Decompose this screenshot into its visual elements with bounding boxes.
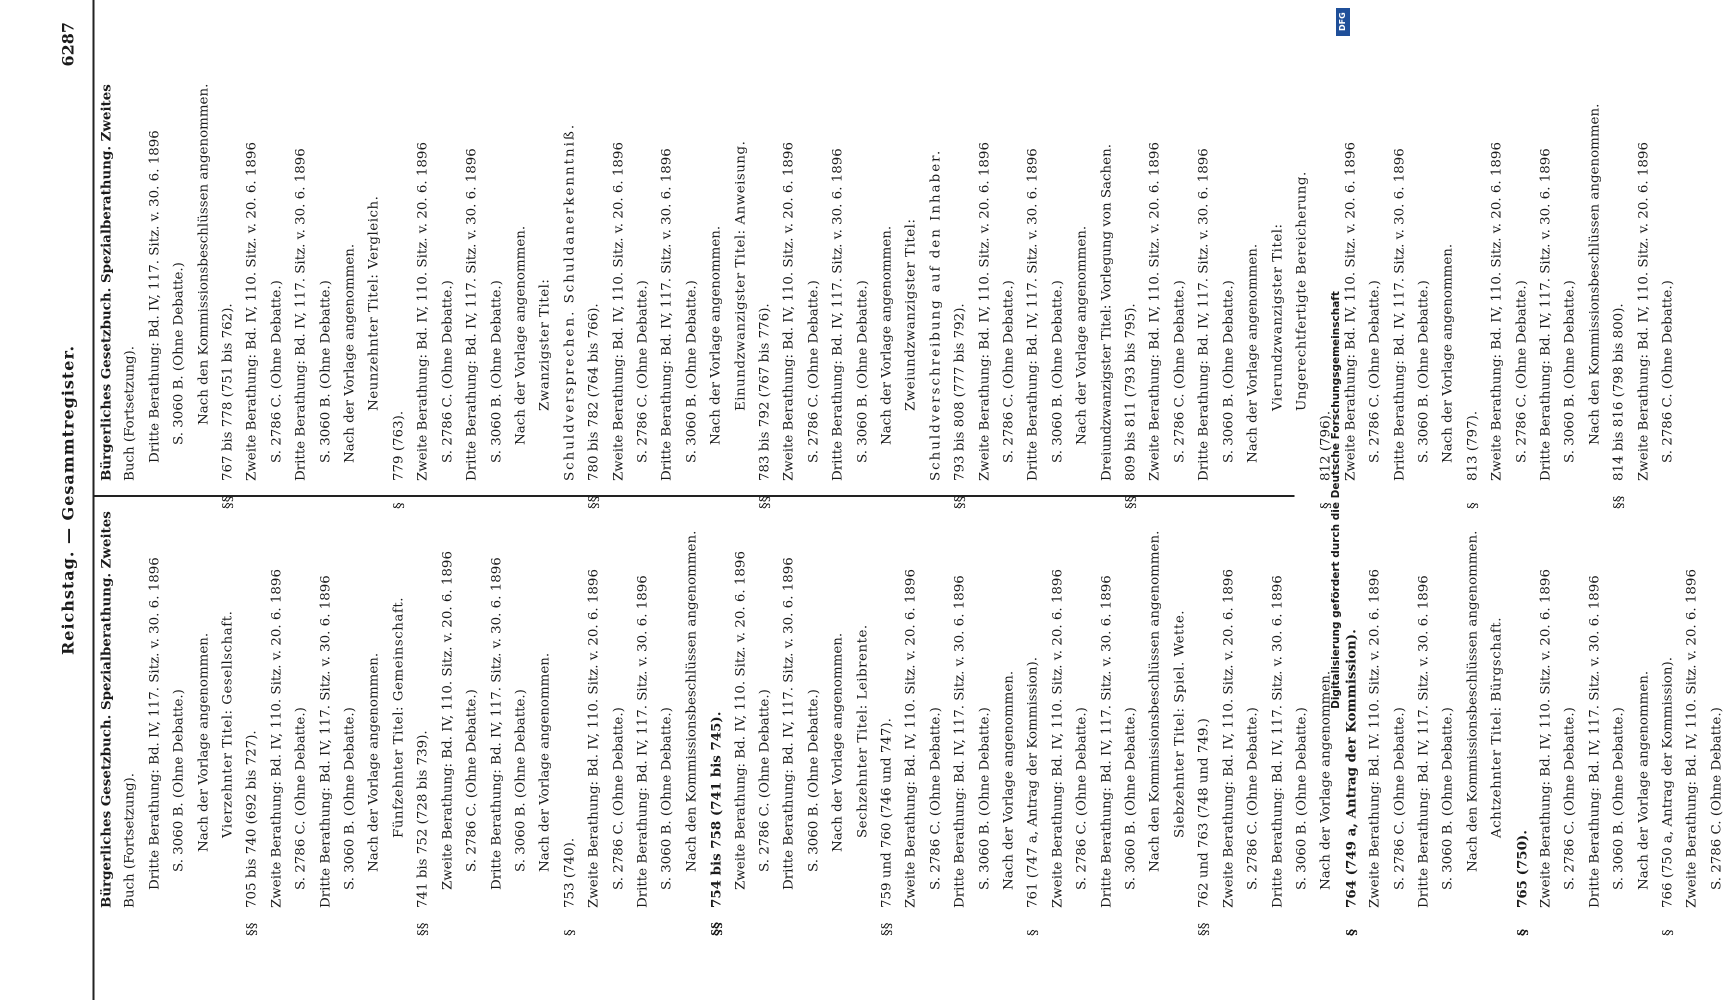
- section-sign: §§: [586, 495, 602, 509]
- section-sign: §: [1025, 929, 1041, 936]
- index-line: [192, 0, 216, 481]
- index-line-text: S. 2786 C. (Ohne Debatte.): [1660, 280, 1675, 463]
- index-line-text: Zweite Berathung: Bd. IV, 110. Sitz. v. 20. 6. 1896: [1342, 142, 1358, 481]
- index-line-text: 759 und 760 (746 und 747).: [879, 718, 894, 908]
- index-line: [607, 0, 631, 481]
- index-line-text: Zweite Berathung: Bd. IV, 110. Sitz. v. 20. 6. 1896: [1684, 569, 1700, 908]
- index-line: [485, 497, 509, 908]
- index-line-text: S. 2786 C. (Ohne Debatte.): [1001, 280, 1017, 463]
- index-line: [1070, 497, 1094, 908]
- index-line: [362, 497, 386, 908]
- index-line: [582, 497, 606, 908]
- index-line-text: Zwanzigster Titel:: [537, 278, 553, 411]
- index-line-text: S. 2786 C. (Ohne Debatte.): [634, 280, 650, 463]
- index-line: [753, 497, 777, 908]
- page-number: 6287: [58, 22, 77, 67]
- index-line-text: Schuldverschreibung auf den Inhaber.: [927, 148, 943, 481]
- index-line-text: Nach den Kommissionsbeschlüssen angenommen.: [195, 83, 211, 425]
- index-line-text: S. 2786 C. (Ohne Debatte.): [1708, 707, 1724, 890]
- index-line: [1534, 0, 1558, 481]
- index-line-text: 812 (796).: [1318, 410, 1334, 481]
- section-sign: §§: [756, 495, 772, 509]
- index-line: [485, 0, 509, 481]
- index-line: [1290, 497, 1314, 908]
- index-line: [826, 0, 850, 481]
- index-line: [1266, 497, 1290, 908]
- index-line-text: Nach den Kommissionsbeschlüssen angenommen.: [1147, 530, 1163, 872]
- index-line-text: Nach der Vorlage angenommen.: [342, 243, 358, 463]
- index-line-text: Nach der Vorlage angenommen.: [708, 225, 724, 445]
- index-line-text: S. 3060 B. (Ohne Debatte.): [1440, 707, 1456, 890]
- index-line: [216, 497, 240, 908]
- index-line: [1046, 497, 1070, 908]
- index-line-text: Vierundzwanzigster Titel:: [1269, 223, 1285, 411]
- index-line: [1143, 0, 1167, 481]
- index-line-text: S. 2786 C. (Ohne Debatte.): [756, 689, 772, 872]
- section-sign: §§: [415, 922, 431, 936]
- index-line-text: Zweite Berathung: Bd. IV, 110. Sitz. v. 20. 6. 1896: [586, 569, 602, 908]
- index-line-text: S. 2786 C. (Ohne Debatte.): [1245, 707, 1261, 890]
- index-line: [655, 0, 679, 481]
- index-line: [1119, 0, 1143, 509]
- index-line: [875, 497, 899, 936]
- index-line-text: Dritte Berathung: Bd. IV, 117. Sitz. v. 30. 6. 1896: [317, 575, 333, 908]
- index-line: [899, 0, 923, 481]
- index-line: [924, 0, 948, 481]
- index-line-text: Dritte Berathung: Bd. IV, 117. Sitz. v. 30. 6. 1896: [464, 148, 480, 481]
- index-line: [1241, 497, 1265, 908]
- index-line-text: S. 2786 C. (Ohne Debatte.): [464, 689, 480, 872]
- index-line: [1558, 0, 1582, 481]
- section-sign: §: [561, 929, 577, 936]
- index-line: [680, 0, 704, 481]
- digitization-note: Digitalisierung gefördert durch die Deutsche Forschungsgemeinschaft: [1330, 291, 1342, 709]
- index-line-text: S. 3060 B. (Ohne Debatte.): [1562, 280, 1578, 463]
- index-line-text: Vierzehnter Titel: Gesellschaft.: [220, 610, 236, 838]
- index-line-text: Zweite Berathung: Bd. IV, 110. Sitz. v. 20. 6. 1896: [1489, 142, 1505, 481]
- index-line-text: Bürgerliches Gesetzbuch. Spezialberathung. Zweites: [98, 84, 114, 481]
- index-line-text: Bürgerliches Gesetzbuch. Spezialberathung. Zweites: [98, 511, 114, 908]
- index-line: [1583, 497, 1607, 908]
- index-line: [631, 497, 655, 908]
- index-line: [1461, 0, 1485, 509]
- index-line-text: Nach der Vorlage angenommen.: [537, 652, 553, 872]
- index-line-text: S. 3060 B. (Ohne Debatte.): [488, 280, 504, 463]
- index-line-text: Sechzehnter Titel: Leibrente.: [854, 624, 870, 838]
- index-line: [1192, 497, 1216, 936]
- index-line-text: Schuldversprechen. Schuldanerkenntniß.: [561, 122, 577, 481]
- index-line: [1485, 0, 1509, 481]
- index-line: [1632, 497, 1656, 908]
- section-sign: §§: [1196, 922, 1212, 936]
- index-line: [338, 497, 362, 908]
- index-line-text: 767 bis 778 (751 bis 762).: [220, 303, 236, 481]
- index-line: [1143, 497, 1167, 908]
- section-sign: §: [390, 502, 406, 509]
- index-line-text: Nach den Kommissionsbeschlüssen angenommen.: [683, 530, 699, 872]
- section-sign: §§: [1611, 495, 1627, 509]
- index-line: [704, 0, 728, 481]
- index-line: [1119, 497, 1143, 908]
- index-line-text: S. 2786 C. (Ohne Debatte.): [1513, 280, 1529, 463]
- index-line: [704, 497, 728, 936]
- index-line-text: Dritte Berathung: Bd. IV, 117. Sitz. v. 30. 6. 1896: [1391, 148, 1407, 481]
- index-line: [1388, 497, 1412, 908]
- index-line: [1485, 497, 1509, 908]
- index-line-text: Nach der Vorlage angenommen.: [1245, 243, 1261, 463]
- index-line-text: Nach der Vorlage angenommen.: [1440, 243, 1456, 463]
- index-line: [948, 0, 972, 509]
- index-line-text: S. 3060 B. (Ohne Debatte.): [805, 689, 821, 872]
- index-line-text: Nach der Vorlage angenommen.: [1001, 670, 1017, 890]
- index-line-text: 809 bis 811 (793 bis 795).: [1123, 303, 1139, 481]
- index-line-text: Buch (Fortsetzung).: [122, 772, 138, 908]
- index-line: [167, 0, 191, 481]
- index-line: [167, 497, 191, 908]
- index-line-text: S. 2786 C. (Ohne Debatte.): [927, 707, 943, 890]
- index-line: [1217, 0, 1241, 481]
- index-line-text: S. 2786 C. (Ohne Debatte.): [439, 280, 455, 463]
- index-line-text: 814 bis 816 (798 bis 800).: [1611, 303, 1627, 481]
- index-line-text: Dritte Berathung: Bd. IV, 117. Sitz. v. 30. 6. 1896: [1586, 575, 1602, 908]
- index-line-text: Einundzwanzigster Titel: Anweisung.: [732, 140, 748, 411]
- index-line-text: Nach der Vorlage angenommen.: [366, 652, 382, 872]
- index-line-text: Dritte Berathung: Bd. IV, 117. Sitz. v. 30. 6. 1896: [1415, 575, 1431, 908]
- index-line-text: S. 3060 B. (Ohne Debatte.): [683, 280, 699, 463]
- index-line-text: Zweite Berathung: Bd. IV. 110. Sitz. v. 20. 6. 1896: [1367, 569, 1383, 908]
- section-sign: §: [1342, 928, 1359, 936]
- index-line-text: 793 bis 808 (777 bis 792).: [952, 303, 968, 481]
- index-line-text: S. 3060 B. (Ohne Debatte.): [1611, 707, 1627, 890]
- index-line-text: 705 bis 740 (692 bis 727).: [244, 730, 260, 908]
- index-line-text: Dreiundzwanzigster Titel: Vorlegung von Sachen.: [1098, 144, 1114, 481]
- index-line: [1680, 497, 1704, 908]
- index-line: [1070, 0, 1094, 481]
- index-line: [826, 497, 850, 908]
- index-line: [973, 0, 997, 481]
- index-line-text: S. 3060 B. (Ohne Debatte.): [854, 280, 870, 463]
- index-line: [1363, 497, 1387, 908]
- index-line: [192, 497, 216, 908]
- index-line-text: Nach der Vorlage angenommen.: [1074, 225, 1090, 445]
- index-line: [1461, 497, 1485, 908]
- section-sign: §§: [1123, 495, 1139, 509]
- index-line-text: Dritte Berathung: Bd. IV, 117. Sitz. v. 30. 6. 1896: [659, 148, 675, 481]
- index-line: [1510, 497, 1534, 936]
- index-line-text: S. 3060 B. (Ohne Debatte.): [976, 707, 992, 890]
- index-line-text: S. 2786 C. (Ohne Debatte.): [805, 280, 821, 463]
- index-line-text: Zweite Berathung: Bd. IV, 110. Sitz. v. 20. 6. 1896: [1537, 569, 1553, 908]
- index-line: [777, 497, 801, 908]
- section-sign: §§: [879, 922, 894, 936]
- index-line: [1241, 0, 1265, 481]
- index-line-text: S. 3060 B. (Ohne Debatte.): [1220, 280, 1236, 463]
- index-line-text: S. 2786 C. (Ohne Debatte.): [610, 707, 626, 890]
- index-line-text: Zweite Berathung: Bd. IV, 110. Sitz. v. 20. 6. 1896: [1220, 569, 1236, 908]
- index-line-text: 813 (797).: [1464, 410, 1480, 481]
- index-line: [314, 497, 338, 908]
- index-line-text: S. 2786 C. (Ohne Debatte.): [1391, 707, 1407, 890]
- index-line-text: Dritte Berathung: Bd. IV, 117. Sitz. v. 30. 6. 1896: [1098, 575, 1114, 908]
- index-line-text: Zweite Berathung: Bd. IV, 110. Sitz. v. 20. 6. 1896: [439, 551, 455, 890]
- index-line-text: Neunzehnter Titel: Vergleich.: [366, 195, 382, 411]
- index-line: [851, 497, 875, 908]
- index-line: [436, 497, 460, 908]
- index-line-text: S. 3060 B. (Ohne Debatte.): [512, 689, 528, 872]
- index-line: [94, 497, 118, 908]
- index-line-text: Nach der Vorlage angenommen.: [1635, 670, 1651, 890]
- index-line: [265, 0, 289, 481]
- index-line: [289, 0, 313, 481]
- index-line: [558, 497, 582, 936]
- index-line: [1412, 0, 1436, 481]
- index-line-text: S. 2786 C. (Ohne Debatte.): [1171, 280, 1187, 463]
- index-line: [777, 0, 801, 481]
- index-line: [1266, 0, 1290, 481]
- index-line: [582, 0, 606, 509]
- index-line-text: Zweite Berathung: Bd. IV, 110. Sitz. v. 20. 6. 1896: [244, 142, 260, 481]
- index-line-text: Dritte Berathung: Bd. IV, 117. Sitz. v. 30. 6. 1896: [830, 148, 846, 481]
- index-line: [924, 497, 948, 908]
- index-line-text: S. 3060 B. (Ohne Debatte.): [1293, 707, 1309, 890]
- index-line-text: S. 3060 B. (Ohne Debatte.): [1123, 707, 1139, 890]
- index-line: [1095, 0, 1119, 481]
- index-line-text: Ungerechtfertigte Bereicherung.: [1293, 171, 1309, 411]
- index-line-text: S. 3060 B. (Ohne Debatte.): [171, 262, 187, 445]
- index-line-text: Dritte Berathung: Bd. IV, 117. Sitz. v. 30. 6. 1896: [146, 130, 162, 463]
- section-sign: §: [1464, 502, 1480, 509]
- index-line-text: Siebzehnter Titel: Spiel. Wette.: [1171, 609, 1187, 838]
- index-line: [338, 0, 362, 481]
- section-sign: §: [1513, 928, 1530, 936]
- index-line: [143, 497, 167, 908]
- index-line-text: 762 und 763 (748 und 749.): [1196, 718, 1212, 908]
- section-sign: §§: [220, 495, 236, 509]
- index-line: [1607, 497, 1631, 908]
- index-line: [509, 497, 533, 908]
- index-line-text: Nach der Vorlage angenommen.: [830, 632, 846, 852]
- index-line: [118, 497, 142, 908]
- index-line: [729, 497, 753, 908]
- index-line-text: Zweite Berathung: Bd. IV, 110. Sitz. v. 20. 6. 1896: [1049, 569, 1065, 908]
- index-line: [1021, 0, 1045, 481]
- index-line: [1510, 0, 1534, 481]
- index-line-text: Zweite Berathung: Bd. IV, 110. Sitz. v. 20. 6. 1896: [903, 569, 919, 908]
- index-line-text: Dritte Berathung: Bd. IV, 117. Sitz. v. 30. 6. 1896: [146, 557, 162, 890]
- index-line: [143, 0, 167, 481]
- index-line: [1046, 0, 1070, 481]
- index-line: [1583, 0, 1607, 481]
- index-line: [1192, 0, 1216, 481]
- index-line: [509, 0, 533, 481]
- index-line-text: Nach der Vorlage angenommen.: [879, 225, 894, 445]
- index-line: [948, 497, 972, 908]
- section-sign: §§: [708, 921, 725, 936]
- index-line-text: 780 bis 782 (764 bis 766).: [586, 303, 602, 481]
- index-line: [875, 0, 899, 481]
- index-line: [680, 497, 704, 908]
- index-line: [533, 0, 557, 481]
- index-line: [1388, 0, 1412, 481]
- index-line-text: 761 (747 a, Antrag der Kommission).: [1025, 657, 1041, 908]
- index-line: [802, 497, 826, 908]
- index-line: [436, 0, 460, 481]
- index-line: [1339, 0, 1363, 481]
- index-line-text: 766 (750 a, Antrag der Kommission).: [1660, 657, 1675, 908]
- index-line-text: Achtzehnter Titel: Bürgschaft.: [1489, 617, 1505, 838]
- index-line: [411, 497, 435, 936]
- index-line-text: Dritte Berathung: Bd. IV, 117. Sitz. v. 30. 6. 1896: [634, 575, 650, 908]
- index-line-text: 764 (749 a, Antrag der Kommission).: [1342, 629, 1359, 908]
- index-line: [240, 497, 264, 936]
- index-line: [387, 497, 411, 908]
- index-line: [973, 497, 997, 908]
- index-line-text: Zweite Berathung: Bd. IV, 110. Sitz. v. 20. 6. 1896: [976, 142, 992, 481]
- index-line: [94, 0, 118, 481]
- index-line: [655, 497, 679, 908]
- index-line: [314, 0, 338, 481]
- index-line: [997, 0, 1021, 481]
- index-line: [1363, 0, 1387, 481]
- dfg-logo: DFG: [1336, 8, 1350, 36]
- index-line: [387, 0, 411, 509]
- index-line-text: S. 3060 B. (Ohne Debatte.): [342, 707, 358, 890]
- index-line: [1705, 497, 1729, 908]
- index-line-text: Dritte Berathung: Bd. IV, 117. Sitz. v. 30. 6. 1896: [1269, 575, 1285, 908]
- index-line-text: Fünfzehnter Titel: Gemeinschaft.: [390, 597, 406, 838]
- index-line-text: Zweite Berathung: Bd. IV, 110. Sitz. v. 20. 6. 1896: [781, 142, 797, 481]
- index-line: [1632, 0, 1656, 481]
- index-line: [1290, 0, 1314, 481]
- index-line: [1656, 497, 1680, 936]
- index-line-text: S. 3060 B. (Ohne Debatte.): [317, 280, 333, 463]
- index-line: [118, 0, 142, 481]
- index-line-text: 741 bis 752 (728 bis 739).: [415, 730, 431, 908]
- index-line: [997, 497, 1021, 908]
- index-line-text: Zweite Berathung: Bd. IV, 110. Sitz. v. 20. 6. 1896: [415, 142, 431, 481]
- index-line-text: 779 (763).: [390, 410, 406, 481]
- index-line-text: S. 2786 C. (Ohne Debatte.): [293, 707, 309, 890]
- section-sign: §: [1318, 502, 1334, 509]
- index-line: [1656, 0, 1680, 481]
- index-line: [460, 497, 484, 908]
- index-line-text: Zweite Berathung: Bd. IV, 110. Sitz. v. 20. 6. 1896: [268, 569, 284, 908]
- index-line-text: Zweite Berathung: Bd. IV, 110. Sitz. v. 20. 6. 1896: [1635, 142, 1651, 481]
- index-line: [533, 497, 557, 908]
- index-line-text: Nach den Kommissionsbeschlüssen angenommen.: [1464, 530, 1480, 872]
- section-sign: §§: [244, 922, 260, 936]
- index-line: [802, 0, 826, 481]
- index-line-text: 754 bis 758 (741 bis 745).: [708, 711, 725, 908]
- index-line: [558, 0, 582, 481]
- index-line: [851, 0, 875, 481]
- running-header: [52, 0, 92, 1000]
- index-line: [607, 497, 631, 908]
- index-line-text: Dritte Berathung: Bd. IV, 117. Sitz. v. 30. 6. 1896: [293, 148, 309, 481]
- index-line-text: Dritte Berathung: Bd. IV, 117. Sitz. v. 30. 6. 1896: [1025, 148, 1041, 481]
- index-line: [1436, 497, 1460, 908]
- index-line-text: Dritte Berathung: Bd. IV, 117. Sitz. v. 30. 6. 1896: [488, 557, 504, 890]
- index-line-text: S. 2786 C. (Ohne Debatte.): [1367, 280, 1383, 463]
- index-line-text: S. 2786 C. (Ohne Debatte.): [1074, 707, 1090, 890]
- index-line: [411, 0, 435, 481]
- index-line: [216, 0, 240, 509]
- section-sign: §: [1660, 929, 1675, 936]
- index-line-text: S. 3060 B. (Ohne Debatte.): [659, 707, 675, 890]
- index-line-text: Nach der Vorlage angenommen.: [195, 632, 211, 852]
- index-line-text: Buch (Fortsetzung).: [122, 345, 138, 481]
- index-line-text: Dritte Berathung: Bd. IV, 117. Sitz. v. 30. 6. 1896: [1196, 148, 1212, 481]
- index-line: [1168, 497, 1192, 908]
- index-line: [1607, 0, 1631, 509]
- index-line-text: S. 3060 B. (Ohne Debatte.): [1415, 280, 1431, 463]
- index-line: [753, 0, 777, 509]
- index-line-text: Zweite Berathung: Bd. IV, 110. Sitz. v. 20. 6. 1896: [610, 142, 626, 481]
- index-line: [1217, 497, 1241, 908]
- index-line: [460, 0, 484, 481]
- index-line: [1339, 497, 1363, 936]
- index-line-text: Zweite Berathung: Bd. IV, 110. Sitz. v. 20. 6. 1896: [732, 551, 748, 890]
- index-line-text: Dritte Berathung: Bd. IV, 117. Sitz. v. 30. 6. 1896: [952, 575, 968, 908]
- index-line-text: Nach der Vorlage angenommen.: [1318, 670, 1334, 890]
- index-line: [1168, 0, 1192, 481]
- index-line: [362, 0, 386, 481]
- index-line: [631, 0, 655, 481]
- header-title: Reichstag. — Gesammtregister.: [58, 344, 77, 656]
- index-line-text: S. 3060 B. (Ohne Debatte.): [1049, 280, 1065, 463]
- index-line: [1095, 497, 1119, 908]
- index-line-text: Dritte Berathung: Bd. IV, 117. Sitz. v. 30. 6. 1896: [781, 557, 797, 890]
- index-line: [1021, 497, 1045, 936]
- index-line-text: 783 bis 792 (767 bis 776).: [756, 303, 772, 481]
- index-line: [1412, 497, 1436, 908]
- index-line: [729, 0, 753, 481]
- index-line: [1558, 497, 1582, 908]
- index-line-text: Nach der Vorlage angenommen.: [512, 225, 528, 445]
- index-line-text: Zweiundzwanzigster Titel:: [903, 218, 919, 411]
- index-line: [1534, 497, 1558, 908]
- index-line: [265, 497, 289, 908]
- index-line-text: Nach den Kommissionsbeschlüssen angenommen.: [1586, 103, 1602, 445]
- index-line: [240, 0, 264, 481]
- index-line-text: 753 (740).: [561, 837, 577, 908]
- index-line-text: S. 2786 C. (Ohne Debatte.): [268, 280, 284, 463]
- section-sign: §§: [952, 495, 968, 509]
- index-line-text: Dritte Berathung: Bd. IV, 117. Sitz. v. 30. 6. 1896: [1537, 148, 1553, 481]
- index-line-text: S. 3060 B. (Ohne Debatte.): [171, 689, 187, 872]
- index-line-text: S. 2786 C. (Ohne Debatte.): [1562, 707, 1578, 890]
- index-line: [289, 497, 313, 908]
- index-line-text: Zweite Berathung: Bd. IV, 110. Sitz. v. 20. 6. 1896: [1147, 142, 1163, 481]
- index-line-text: 765 (750).: [1513, 830, 1530, 908]
- index-line: [899, 497, 923, 908]
- index-line: [1436, 0, 1460, 481]
